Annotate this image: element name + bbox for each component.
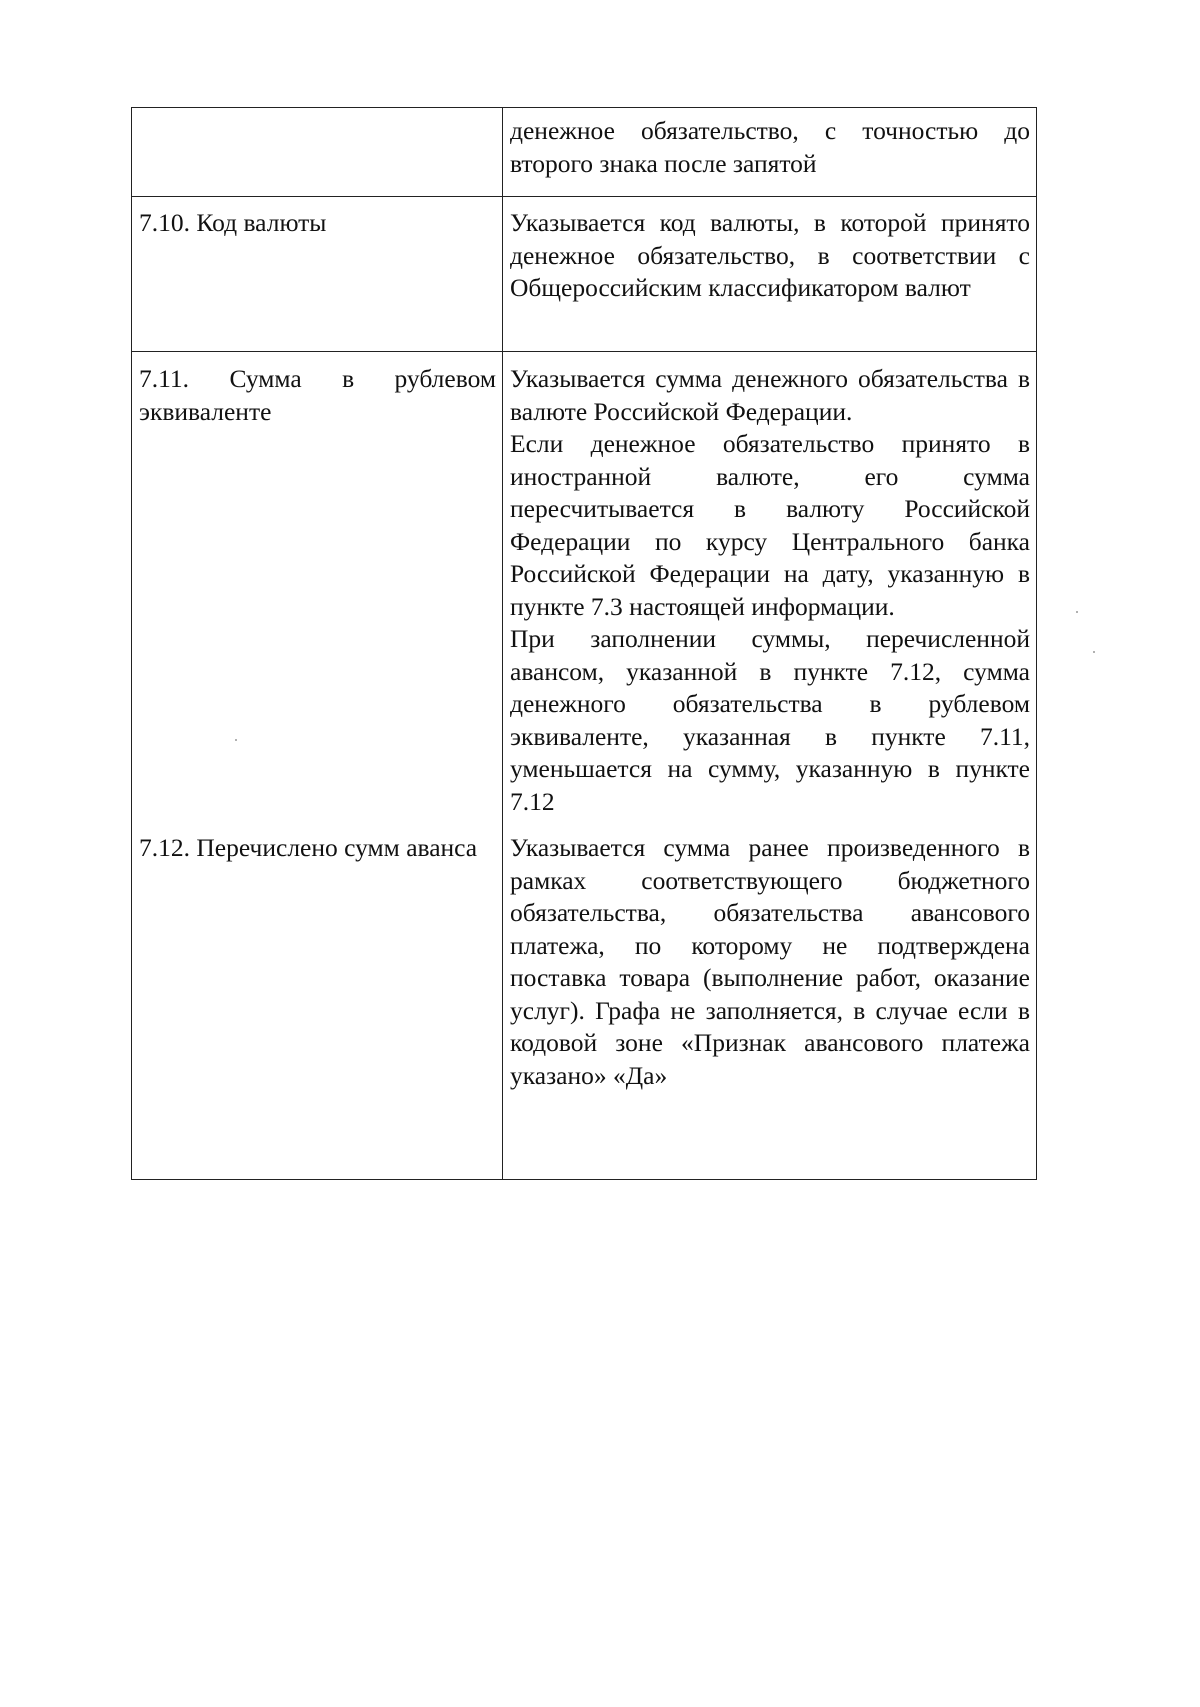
- description-paragraph: Указывается сумма ранее произведенного в рамках соответствующего бюджетного обязательства, обязательства авансового платежа, по которому не подтверждена поставка товара (выполнение работ, оказание услуг). Графа не заполняется, в случае если в кодовой зоне «Признак авансового платежа указано» «Да»: [510, 833, 1030, 1090]
- field-name-cell: 7.10. Код валюты: [132, 197, 503, 352]
- description-paragraph: Указывается код валюты, в которой принято денежное обязательство, в соответствии с Общероссийским классификатором валют: [510, 208, 1030, 302]
- field-name-text: 7.12. Перечислено сумм аванса: [139, 833, 478, 862]
- field-name-text: 7.11. Сумма в рублевом эквиваленте: [139, 364, 496, 426]
- description-paragraph: денежное обязательство, с точностью до второго знака после запятой: [510, 116, 1030, 178]
- field-name-cell: [132, 352, 503, 833]
- scan-speck: [1076, 611, 1078, 613]
- field-description-cell: [503, 352, 1037, 833]
- description-paragraph: При заполнении суммы, перечисленной авансом, указанной в пункте 7.12, сумма денежного обязательства в рублевом эквиваленте, указанная в пункте 7.11, уменьшается на сумму, указанную в пункте 7.12: [510, 624, 1030, 816]
- scan-speck: [235, 739, 237, 741]
- table-row: [132, 352, 1037, 833]
- field-description-cell: [503, 108, 1037, 197]
- field-name-cell: [132, 832, 503, 1180]
- field-description-cell: [503, 197, 1037, 352]
- requisites-table: [131, 107, 1037, 1180]
- description-paragraph: Указывается сумма денежного обязательства в валюте Российской Федерации.: [510, 364, 1030, 426]
- table-row: [132, 197, 1037, 352]
- table-row: [132, 832, 1037, 1180]
- field-description-cell: [503, 832, 1037, 1180]
- table-row: [132, 108, 1037, 197]
- field-name-cell: [132, 108, 503, 197]
- scan-speck: [1093, 651, 1095, 653]
- description-paragraph: Если денежное обязательство принято в иностранной валюте, его сумма пересчитывается в валюту Российской Федерации по курсу Центрального банка Российской Федерации на дату, указанную в пункте 7.3 настоящей информации.: [510, 429, 1030, 621]
